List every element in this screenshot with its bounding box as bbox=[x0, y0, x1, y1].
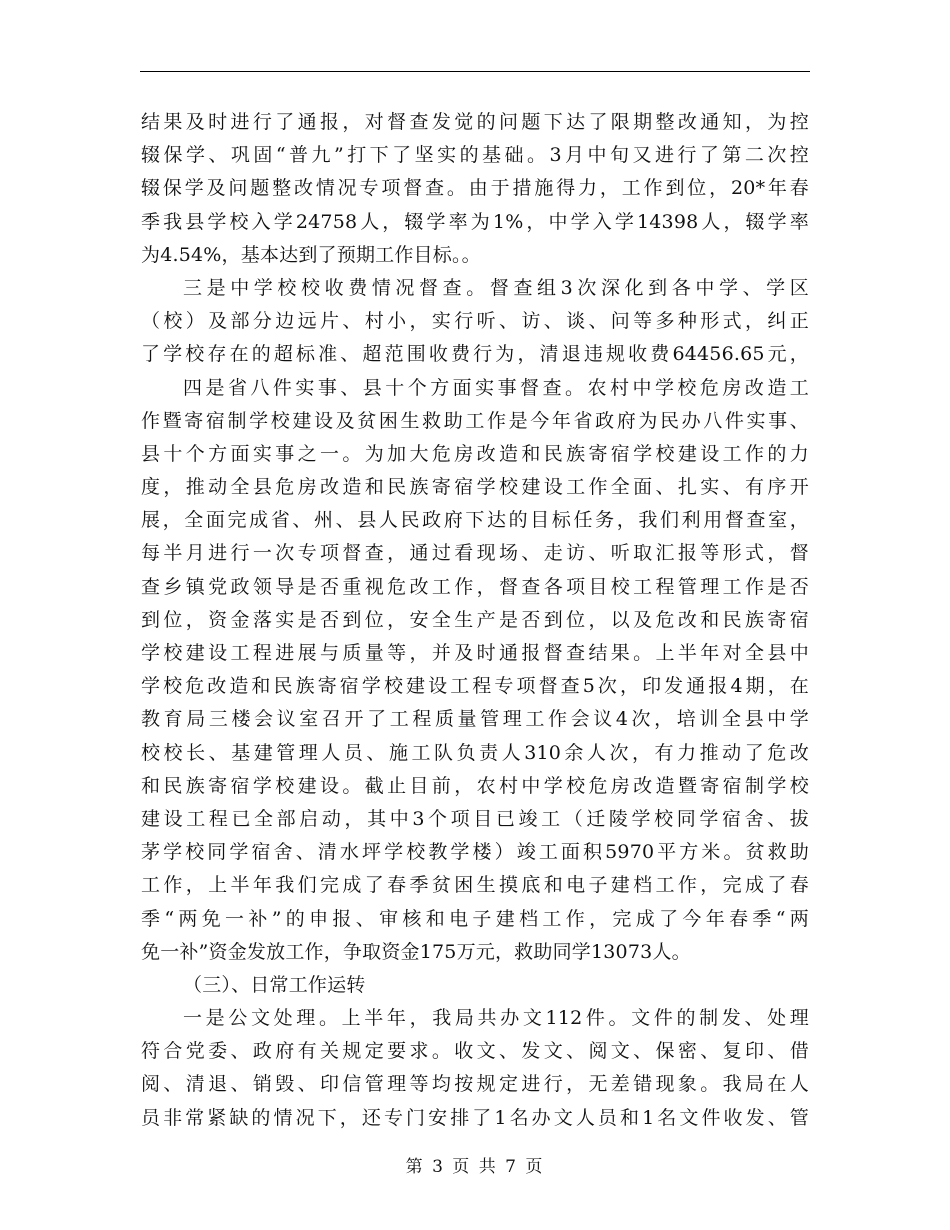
text-line: 县十个方面实事之一。为加大危房改造和民族寄宿学校建设工作的力 bbox=[141, 442, 809, 465]
text-line: （校）及部分边远片、村小，实行听、访、谈、问等多种形式，纠正 bbox=[141, 310, 809, 333]
text-line: 免一补”资金发放工作，争取资金175万元，救助同学13073人。 bbox=[141, 940, 691, 963]
text-line: 和民族寄宿学校建设。截止目前，农村中学校危房改造暨寄宿制学校 bbox=[141, 774, 809, 797]
text-line: 结果及时进行了通报，对督查发觉的问题下达了限期整改通知，为控 bbox=[141, 111, 809, 133]
text-line: 学校危改造和民族寄宿学校建设工程专项督查5次，印发通报4期，在 bbox=[141, 675, 809, 698]
text-line: 作暨寄宿制学校建设及贫困生救助工作是今年省政府为民办八件实事、 bbox=[141, 409, 809, 432]
text-line: 工作，上半年我们完成了春季贫困生摸底和电子建档工作，完成了春 bbox=[141, 874, 809, 897]
text-line: 了学校存在的超标准、超范围收费行为，清退违规收费64456.65元， bbox=[141, 343, 809, 366]
text-line: 阅、清退、销毁、印信管理等均按规定进行，无差错现象。我局在人 bbox=[141, 1073, 809, 1096]
text-line: 季“两免一补”的申报、审核和电子建档工作，完成了今年春季“两 bbox=[141, 907, 809, 930]
text-line: 为4.54%，基本达到了预期工作目标。。 bbox=[141, 243, 481, 266]
text-line: 到位，资金落实是否到位，安全生产是否到位，以及危改和民族寄宿 bbox=[141, 608, 809, 631]
text-line: 符合党委、政府有关规定要求。收文、发文、阅文、保密、复印、借 bbox=[141, 1040, 809, 1063]
text-line: 季我县学校入学24758人，辍学率为1%，中学入学14398人，辍学率 bbox=[141, 210, 809, 233]
text-line: 一是公文处理。上半年，我局共办文112件。文件的制发、处理 bbox=[183, 1007, 809, 1030]
page-number-footer: 第 3 页 共 7 页 bbox=[405, 1157, 545, 1177]
text-line: 校校长、基建管理人员、施工队负责人310余人次，有力推动了危改 bbox=[141, 741, 809, 764]
text-line: 建设工程已全部启动，其中3个项目已竣工（迁陵学校同学宿舍、拔 bbox=[141, 807, 809, 830]
text-line: 员非常紧缺的情况下，还专门安排了1名办文人员和1名文件收发、管 bbox=[141, 1106, 809, 1129]
text-line: 教育局三楼会议室召开了工程质量管理工作会议4次，培训全县中学 bbox=[141, 708, 809, 731]
text-line: 三是中学校校收费情况督查。督查组3次深化到各中学、学区 bbox=[183, 276, 809, 299]
text-line: 查乡镇党政领导是否重视危改工作，督查各项目校工程管理工作是否 bbox=[141, 575, 809, 598]
text-line: 茅学校同学宿舍、清水坪学校教学楼）竣工面积5970平方米。贫救助 bbox=[141, 841, 809, 864]
document-body bbox=[141, 106, 809, 1135]
text-line: 辍保学及问题整改情况专项督查。由于措施得力，工作到位，20*年春 bbox=[141, 177, 809, 200]
text-line: 辍保学、巩固“普九”打下了坚实的基础。3月中旬又进行了第二次控 bbox=[141, 144, 809, 167]
text-line: 度，推动全县危房改造和民族寄宿学校建设工作全面、扎实、有序开 bbox=[141, 476, 809, 499]
text-line: 展，全面完成省、州、县人民政府下达的目标任务，我们利用督查室， bbox=[141, 509, 809, 532]
section-heading: （三）、日常工作运转 bbox=[183, 973, 366, 996]
text-line: 学校建设工程进展与质量等，并及时通报督查结果。上半年对全县中 bbox=[141, 642, 809, 664]
text-line: 四是省八件实事、县十个方面实事督查。农村中学校危房改造工 bbox=[183, 376, 809, 399]
text-line: 每半月进行一次专项督查，通过看现场、走访、听取汇报等形式，督 bbox=[141, 542, 809, 565]
header-rule bbox=[140, 71, 810, 72]
